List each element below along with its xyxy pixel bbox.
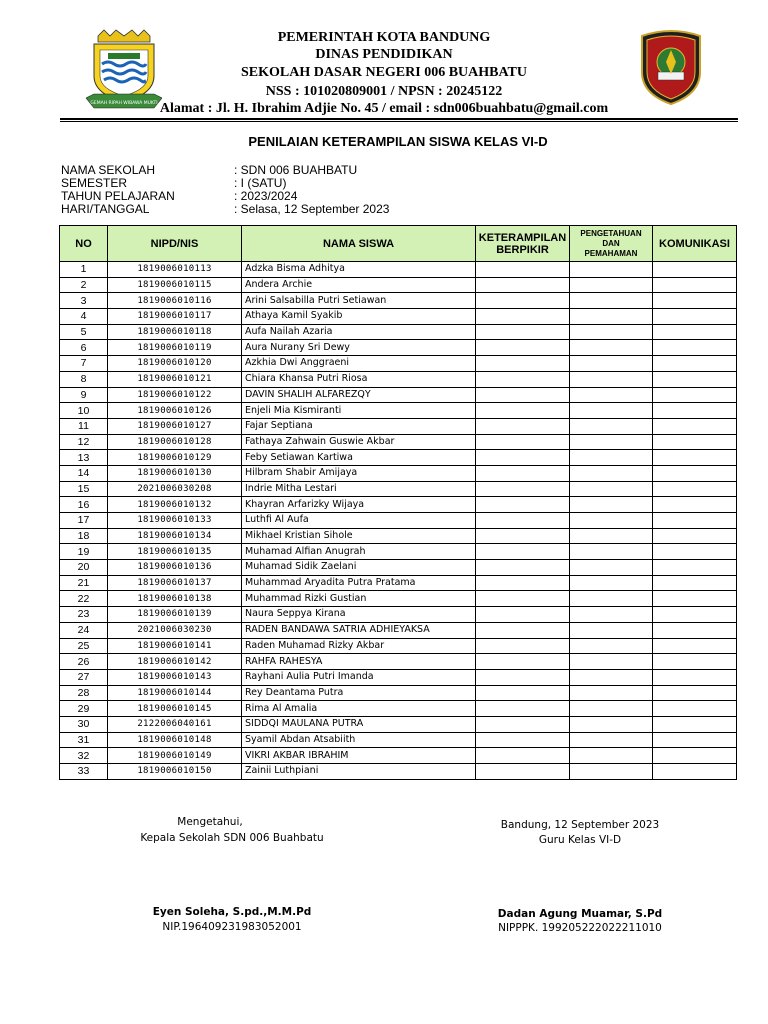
table-row xyxy=(60,387,737,403)
cell-knowledge-score xyxy=(570,513,653,529)
cell-nip: 2021006030230 xyxy=(108,622,242,638)
cell-thinking-score xyxy=(476,575,570,591)
cell-communication-score xyxy=(653,764,737,780)
cell-name: Aufa Nailah Azaria xyxy=(242,324,476,340)
sig-left-acknowledge: Mengetahui, xyxy=(177,816,243,828)
cell-thinking-score xyxy=(476,434,570,450)
table-row xyxy=(60,497,737,513)
letterhead-government: PEMERINTAH KOTA BANDUNG xyxy=(277,30,491,45)
col-header-name: NAMA SISWA xyxy=(242,226,476,262)
cell-nip: 1819006010130 xyxy=(108,465,242,481)
cell-knowledge-score xyxy=(570,575,653,591)
table-row xyxy=(60,669,737,685)
meta-value: : SDN 006 BUAHBATU xyxy=(234,163,358,177)
cell-no: 4 xyxy=(60,309,108,325)
cell-knowledge-score xyxy=(570,324,653,340)
cell-nip: 1819006010132 xyxy=(108,497,242,513)
cell-knowledge-score xyxy=(570,371,653,387)
cell-no: 9 xyxy=(60,387,108,403)
cell-nip: 1819006010136 xyxy=(108,560,242,576)
cell-communication-score xyxy=(653,513,737,529)
meta-value: : Selasa, 12 September 2023 xyxy=(234,202,390,216)
cell-nip: 2021006030208 xyxy=(108,481,242,497)
cell-knowledge-score xyxy=(570,591,653,607)
assessment-table xyxy=(59,225,737,780)
cell-thinking-score xyxy=(476,591,570,607)
cell-thinking-score xyxy=(476,497,570,513)
table-row xyxy=(60,638,737,654)
cell-no: 17 xyxy=(60,513,108,529)
cell-no: 31 xyxy=(60,732,108,748)
cell-thinking-score xyxy=(476,340,570,356)
cell-communication-score xyxy=(653,638,737,654)
meta-value: : 2023/2024 xyxy=(234,189,298,203)
cell-no: 33 xyxy=(60,764,108,780)
cell-knowledge-score xyxy=(570,277,653,293)
cell-thinking-score xyxy=(476,607,570,623)
logo-motto: GEMAH RIPAH WIBAWA MUKTI xyxy=(90,101,158,106)
cell-knowledge-score xyxy=(570,403,653,419)
table-row xyxy=(60,293,737,309)
sig-right-id: NIPPPK. 199205222022211010 xyxy=(498,922,662,934)
sig-left-title: Kepala Sekolah SDN 006 Buahbatu xyxy=(140,832,324,844)
cell-name: Aura Nurany Sri Dewy xyxy=(242,340,476,356)
table-row xyxy=(60,371,737,387)
table-row xyxy=(60,340,737,356)
cell-communication-score xyxy=(653,324,737,340)
cell-knowledge-score xyxy=(570,685,653,701)
cell-thinking-score xyxy=(476,544,570,560)
cell-communication-score xyxy=(653,528,737,544)
cell-nip: 1819006010113 xyxy=(108,262,242,278)
cell-communication-score xyxy=(653,591,737,607)
cell-thinking-score xyxy=(476,481,570,497)
cell-communication-score xyxy=(653,340,737,356)
cell-thinking-score xyxy=(476,309,570,325)
col-header-no: NO xyxy=(60,226,108,262)
table-row xyxy=(60,732,737,748)
cell-name: Mikhael Kristian Sihole xyxy=(242,528,476,544)
cell-thinking-score xyxy=(476,654,570,670)
table-row xyxy=(60,450,737,466)
cell-no: 3 xyxy=(60,293,108,309)
cell-no: 25 xyxy=(60,638,108,654)
letterhead-office: DINAS PENDIDIKAN xyxy=(315,47,453,62)
col-header-knowledge-line3: PEMAHAMAN xyxy=(584,248,638,258)
cell-nip: 1819006010128 xyxy=(108,434,242,450)
cell-no: 29 xyxy=(60,701,108,717)
cell-knowledge-score xyxy=(570,716,653,732)
cell-name: RAHFA RAHESYA xyxy=(242,654,476,670)
cell-name: Khayran Arfarizky Wijaya xyxy=(242,497,476,513)
cell-no: 18 xyxy=(60,528,108,544)
cell-knowledge-score xyxy=(570,654,653,670)
cell-knowledge-score xyxy=(570,356,653,372)
cell-communication-score xyxy=(653,293,737,309)
cell-thinking-score xyxy=(476,669,570,685)
cell-name: Muhammad Rizki Gustian xyxy=(242,591,476,607)
cell-thinking-score xyxy=(476,371,570,387)
cell-name: Fajar Septiana xyxy=(242,418,476,434)
cell-no: 23 xyxy=(60,607,108,623)
cell-name: RADEN BANDAWA SATRIA ADHIEYAKSA xyxy=(242,622,476,638)
cell-knowledge-score xyxy=(570,434,653,450)
table-row xyxy=(60,622,737,638)
cell-nip: 1819006010121 xyxy=(108,371,242,387)
cell-no: 27 xyxy=(60,669,108,685)
cell-thinking-score xyxy=(476,622,570,638)
cell-no: 5 xyxy=(60,324,108,340)
cell-communication-score xyxy=(653,654,737,670)
cell-knowledge-score xyxy=(570,764,653,780)
cell-communication-score xyxy=(653,607,737,623)
cell-no: 2 xyxy=(60,277,108,293)
col-header-knowledge xyxy=(570,226,653,262)
table-row xyxy=(60,513,737,529)
cell-nip: 1819006010145 xyxy=(108,701,242,717)
cell-no: 6 xyxy=(60,340,108,356)
cell-name: Chiara Khansa Putri Riosa xyxy=(242,371,476,387)
cell-name: DAVIN SHALIH ALFAREZQY xyxy=(242,387,476,403)
cell-knowledge-score xyxy=(570,638,653,654)
sig-right-name: Dadan Agung Muamar, S.Pd xyxy=(497,908,663,920)
table-body xyxy=(60,262,737,780)
table-row xyxy=(60,654,737,670)
cell-name: Arini Salsabilla Putri Setiawan xyxy=(242,293,476,309)
cell-name: SIDDQI MAULANA PUTRA xyxy=(242,716,476,732)
sig-left-id: NIP.196409231983052001 xyxy=(162,921,302,933)
cell-no: 32 xyxy=(60,748,108,764)
cell-nip: 1819006010139 xyxy=(108,607,242,623)
cell-communication-score xyxy=(653,481,737,497)
cell-no: 21 xyxy=(60,575,108,591)
cell-nip: 1819006010115 xyxy=(108,277,242,293)
cell-knowledge-score xyxy=(570,293,653,309)
cell-nip: 1819006010149 xyxy=(108,748,242,764)
table-row xyxy=(60,418,737,434)
cell-name: Andera Archie xyxy=(242,277,476,293)
table-row xyxy=(60,528,737,544)
cell-no: 24 xyxy=(60,622,108,638)
document-title: PENILAIAN KETERAMPILAN SISWA KELAS VI-D xyxy=(248,134,548,149)
table-row xyxy=(60,575,737,591)
cell-knowledge-score xyxy=(570,669,653,685)
cell-nip: 2122006040161 xyxy=(108,716,242,732)
cell-communication-score xyxy=(653,403,737,419)
cell-name: Zainii Luthpiani xyxy=(242,764,476,780)
cell-thinking-score xyxy=(476,528,570,544)
cell-thinking-score xyxy=(476,324,570,340)
col-header-thinking xyxy=(476,226,570,262)
cell-communication-score xyxy=(653,575,737,591)
cell-communication-score xyxy=(653,622,737,638)
cell-no: 12 xyxy=(60,434,108,450)
cell-no: 16 xyxy=(60,497,108,513)
cell-communication-score xyxy=(653,497,737,513)
cell-communication-score xyxy=(653,277,737,293)
cell-name: Fathaya Zahwain Guswie Akbar xyxy=(242,434,476,450)
cell-no: 30 xyxy=(60,716,108,732)
cell-thinking-score xyxy=(476,293,570,309)
cell-thinking-score xyxy=(476,387,570,403)
cell-nip: 1819006010117 xyxy=(108,309,242,325)
cell-knowledge-score xyxy=(570,340,653,356)
table-row xyxy=(60,716,737,732)
table-row xyxy=(60,591,737,607)
cell-communication-score xyxy=(653,716,737,732)
cell-communication-score xyxy=(653,685,737,701)
meta-label: TAHUN PELAJARAN xyxy=(61,189,175,203)
cell-thinking-score xyxy=(476,716,570,732)
cell-knowledge-score xyxy=(570,262,653,278)
cell-communication-score xyxy=(653,450,737,466)
table-row xyxy=(60,403,737,419)
cell-nip: 1819006010144 xyxy=(108,685,242,701)
cell-nip: 1819006010135 xyxy=(108,544,242,560)
cell-communication-score xyxy=(653,701,737,717)
table-row xyxy=(60,277,737,293)
cell-knowledge-score xyxy=(570,309,653,325)
cell-name: Hilbram Shabir Amijaya xyxy=(242,465,476,481)
cell-knowledge-score xyxy=(570,748,653,764)
table-row xyxy=(60,324,737,340)
cell-name: Naura Seppya Kirana xyxy=(242,607,476,623)
cell-nip: 1819006010134 xyxy=(108,528,242,544)
cell-nip: 1819006010119 xyxy=(108,340,242,356)
cell-name: Muhamad Sidik Zaelani xyxy=(242,560,476,576)
cell-thinking-score xyxy=(476,701,570,717)
cell-name: Rey Deantama Putra xyxy=(242,685,476,701)
cell-knowledge-score xyxy=(570,732,653,748)
cell-name: Syamil Abdan Atsabiith xyxy=(242,732,476,748)
table-row xyxy=(60,764,737,780)
cell-name: Raden Muhamad Rizky Akbar xyxy=(242,638,476,654)
table-row xyxy=(60,701,737,717)
cell-name: Muhammad Aryadita Putra Pratama xyxy=(242,575,476,591)
cell-name: Indrie Mitha Lestari xyxy=(242,481,476,497)
meta-label: HARI/TANGGAL xyxy=(61,202,150,216)
col-header-thinking-line2: BERPIKIR xyxy=(496,243,549,256)
table-row xyxy=(60,465,737,481)
cell-knowledge-score xyxy=(570,450,653,466)
cell-name: Feby Setiawan Kartiwa xyxy=(242,450,476,466)
cell-thinking-score xyxy=(476,403,570,419)
cell-no: 20 xyxy=(60,560,108,576)
cell-name: Enjeli Mia Kismiranti xyxy=(242,403,476,419)
cell-no: 28 xyxy=(60,685,108,701)
cell-communication-score xyxy=(653,356,737,372)
cell-communication-score xyxy=(653,387,737,403)
cell-nip: 1819006010142 xyxy=(108,654,242,670)
cell-knowledge-score xyxy=(570,465,653,481)
cell-knowledge-score xyxy=(570,701,653,717)
table-row xyxy=(60,309,737,325)
cell-communication-score xyxy=(653,560,737,576)
cell-thinking-score xyxy=(476,732,570,748)
sig-right-place-date: Bandung, 12 September 2023 xyxy=(500,819,660,831)
letterhead-address: Alamat : Jl. H. Ibrahim Adjie No. 45 / email : sdn006buahbatu@gmail.com xyxy=(159,101,609,116)
col-header-thinking-line1: KETERAMPILAN xyxy=(478,231,567,244)
cell-nip: 1819006010143 xyxy=(108,669,242,685)
cell-no: 15 xyxy=(60,481,108,497)
cell-knowledge-score xyxy=(570,481,653,497)
cell-knowledge-score xyxy=(570,418,653,434)
cell-communication-score xyxy=(653,371,737,387)
cell-communication-score xyxy=(653,434,737,450)
col-header-communication: KOMUNIKASI xyxy=(653,226,737,262)
cell-thinking-score xyxy=(476,560,570,576)
cell-thinking-score xyxy=(476,465,570,481)
letterhead-school: SEKOLAH DASAR NEGERI 006 BUAHBATU xyxy=(240,65,527,80)
cell-thinking-score xyxy=(476,764,570,780)
table-row xyxy=(60,434,737,450)
cell-nip: 1819006010116 xyxy=(108,293,242,309)
cell-communication-score xyxy=(653,418,737,434)
table-row xyxy=(60,262,737,278)
letterhead-nss-npsn: NSS : 101020809001 / NPSN : 20245122 xyxy=(265,84,503,99)
cell-nip: 1819006010122 xyxy=(108,387,242,403)
col-header-knowledge-line1: PENGETAHUAN xyxy=(580,228,642,238)
table-row xyxy=(60,560,737,576)
col-header-knowledge-line2: DAN xyxy=(602,238,620,248)
table-row xyxy=(60,356,737,372)
cell-name: VIKRI AKBAR IBRAHIM xyxy=(242,748,476,764)
cell-no: 11 xyxy=(60,418,108,434)
cell-nip: 1819006010126 xyxy=(108,403,242,419)
cell-no: 19 xyxy=(60,544,108,560)
cell-no: 10 xyxy=(60,403,108,419)
meta-label: SEMESTER xyxy=(61,176,128,190)
cell-no: 22 xyxy=(60,591,108,607)
letterhead-rule-thin xyxy=(60,121,738,122)
cell-communication-score xyxy=(653,262,737,278)
cell-name: Rima Al Amalia xyxy=(242,701,476,717)
cell-no: 8 xyxy=(60,371,108,387)
letterhead-rule xyxy=(60,118,738,120)
cell-nip: 1819006010133 xyxy=(108,513,242,529)
cell-communication-score xyxy=(653,309,737,325)
cell-knowledge-score xyxy=(570,528,653,544)
cell-thinking-score xyxy=(476,685,570,701)
cell-nip: 1819006010148 xyxy=(108,732,242,748)
table-row xyxy=(60,544,737,560)
cell-nip: 1819006010120 xyxy=(108,356,242,372)
meta-label: NAMA SEKOLAH xyxy=(61,163,156,177)
col-header-nip: NIPD/NIS xyxy=(108,226,242,262)
cell-communication-score xyxy=(653,465,737,481)
cell-communication-score xyxy=(653,732,737,748)
cell-nip: 1819006010137 xyxy=(108,575,242,591)
cell-name: Azkhia Dwi Anggraeni xyxy=(242,356,476,372)
cell-communication-score xyxy=(653,544,737,560)
table-row xyxy=(60,748,737,764)
cell-thinking-score xyxy=(476,513,570,529)
cell-thinking-score xyxy=(476,418,570,434)
cell-communication-score xyxy=(653,669,737,685)
cell-name: Muhamad Alfian Anugrah xyxy=(242,544,476,560)
cell-nip: 1819006010129 xyxy=(108,450,242,466)
cell-no: 1 xyxy=(60,262,108,278)
cell-name: Athaya Kamil Syakib xyxy=(242,309,476,325)
cell-thinking-score xyxy=(476,277,570,293)
cell-thinking-score xyxy=(476,638,570,654)
cell-communication-score xyxy=(653,748,737,764)
cell-name: Luthfi Al Aufa xyxy=(242,513,476,529)
cell-nip: 1819006010150 xyxy=(108,764,242,780)
cell-nip: 1819006010127 xyxy=(108,418,242,434)
table-row xyxy=(60,685,737,701)
cell-no: 14 xyxy=(60,465,108,481)
cell-nip: 1819006010138 xyxy=(108,591,242,607)
table-row xyxy=(60,481,737,497)
meta-value: : I (SATU) xyxy=(234,176,287,190)
cell-thinking-score xyxy=(476,262,570,278)
cell-knowledge-score xyxy=(570,387,653,403)
cell-knowledge-score xyxy=(570,622,653,638)
cell-name: Rayhani Aulia Putri Imanda xyxy=(242,669,476,685)
cell-knowledge-score xyxy=(570,607,653,623)
cell-thinking-score xyxy=(476,450,570,466)
table-row xyxy=(60,607,737,623)
cell-knowledge-score xyxy=(570,544,653,560)
cell-name: Adzka Bisma Adhitya xyxy=(242,262,476,278)
cell-no: 7 xyxy=(60,356,108,372)
cell-thinking-score xyxy=(476,356,570,372)
cell-knowledge-score xyxy=(570,560,653,576)
cell-no: 13 xyxy=(60,450,108,466)
cell-knowledge-score xyxy=(570,497,653,513)
cell-no: 26 xyxy=(60,654,108,670)
cell-nip: 1819006010141 xyxy=(108,638,242,654)
cell-nip: 1819006010118 xyxy=(108,324,242,340)
sig-left-name: Eyen Soleha, S.pd.,M.M.Pd xyxy=(152,906,312,918)
cell-thinking-score xyxy=(476,748,570,764)
sig-right-title: Guru Kelas VI-D xyxy=(538,834,622,846)
